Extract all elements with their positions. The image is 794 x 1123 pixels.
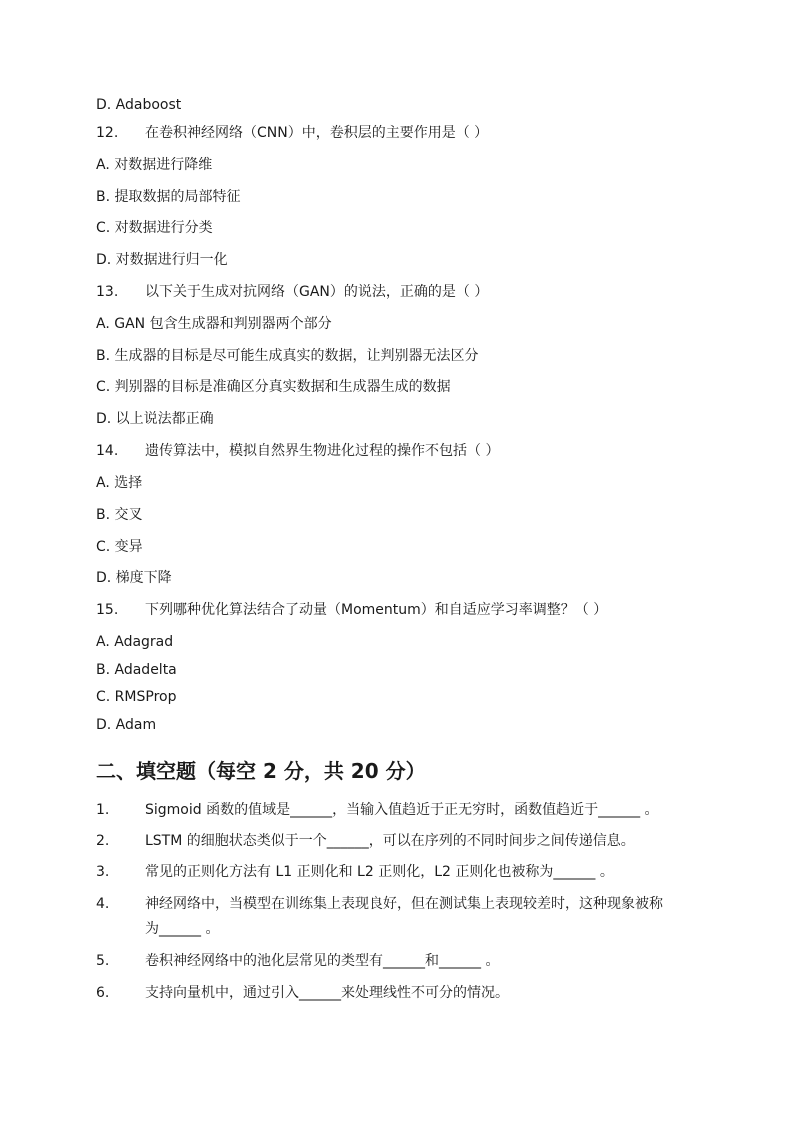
fill-item-2-text: LSTM 的细胞状态类似于一个______，可以在序列的不同时间步之间传递信息。 bbox=[145, 833, 635, 849]
fill-item-4-number: 4. bbox=[96, 896, 110, 912]
fill-item-6-text: 支持向量机中，通过引入______来处理线性不可分的情况。 bbox=[145, 985, 509, 1001]
question-12-option-a: A. 对数据进行降维 bbox=[96, 157, 213, 173]
question-13-number: 13. bbox=[96, 284, 119, 300]
question-15-option-d: D. Adam bbox=[96, 717, 157, 733]
question-14-option-a: A. 选择 bbox=[96, 475, 143, 491]
question-13-text: 以下关于生成对抗网络（GAN）的说法，正确的是（ ） bbox=[145, 284, 489, 300]
question-12-option-d: D. 对数据进行归一化 bbox=[96, 252, 228, 268]
option-d-prev: D. Adaboost bbox=[96, 97, 182, 113]
question-15-option-b: B. Adadelta bbox=[96, 662, 177, 678]
question-12-text: 在卷积神经网络（CNN）中，卷积层的主要作用是（ ） bbox=[145, 125, 489, 141]
question-15-option-c: C. RMSProp bbox=[96, 689, 177, 705]
question-14-option-b: B. 交叉 bbox=[96, 507, 143, 523]
question-14-option-c: C. 变异 bbox=[96, 539, 143, 555]
question-14-number: 14. bbox=[96, 443, 119, 459]
fill-item-4-text: 神经网络中，当模型在训练集上表现良好，但在测试集上表现较差时，这种现象被称 bbox=[145, 896, 663, 912]
question-15-option-a: A. Adagrad bbox=[96, 634, 174, 650]
fill-item-5-number: 5. bbox=[96, 953, 110, 969]
fill-item-4-text-continued: 为______ 。 bbox=[145, 921, 220, 937]
question-15-number: 15. bbox=[96, 602, 119, 618]
fill-item-3-number: 3. bbox=[96, 864, 110, 880]
question-13-option-c: C. 判别器的目标是准确区分真实数据和生成器生成的数据 bbox=[96, 379, 451, 395]
question-13-option-a: A. GAN 包含生成器和判别器两个部分 bbox=[96, 316, 332, 332]
question-12-option-b: B. 提取数据的局部特征 bbox=[96, 189, 241, 205]
fill-item-3-text: 常见的正则化方法有 L1 正则化和 L2 正则化，L2 正则化也被称为______ 。 bbox=[145, 864, 614, 880]
fill-item-1-text: Sigmoid 函数的值域是______，当输入值趋近于正无穷时，函数值趋近于______ 。 bbox=[145, 802, 659, 818]
question-12-number: 12. bbox=[96, 125, 119, 141]
fill-item-6-number: 6. bbox=[96, 985, 110, 1001]
question-14-text: 遗传算法中，模拟自然界生物进化过程的操作不包括（ ） bbox=[145, 443, 500, 459]
section-heading: 二、填空题（每空 2 分，共 20 分） bbox=[96, 759, 426, 783]
fill-item-2-number: 2. bbox=[96, 833, 110, 849]
fill-item-1-number: 1. bbox=[96, 802, 110, 818]
question-13-option-b: B. 生成器的目标是尽可能生成真实的数据，让判别器无法区分 bbox=[96, 348, 479, 364]
question-14-option-d: D. 梯度下降 bbox=[96, 570, 172, 586]
question-12-option-c: C. 对数据进行分类 bbox=[96, 220, 213, 236]
question-15-text: 下列哪种优化算法结合了动量（Momentum）和自适应学习率调整？（ ） bbox=[145, 602, 608, 618]
fill-item-5-text: 卷积神经网络中的池化层常见的类型有______和______ 。 bbox=[145, 953, 500, 969]
question-13-option-d: D. 以上说法都正确 bbox=[96, 411, 214, 427]
